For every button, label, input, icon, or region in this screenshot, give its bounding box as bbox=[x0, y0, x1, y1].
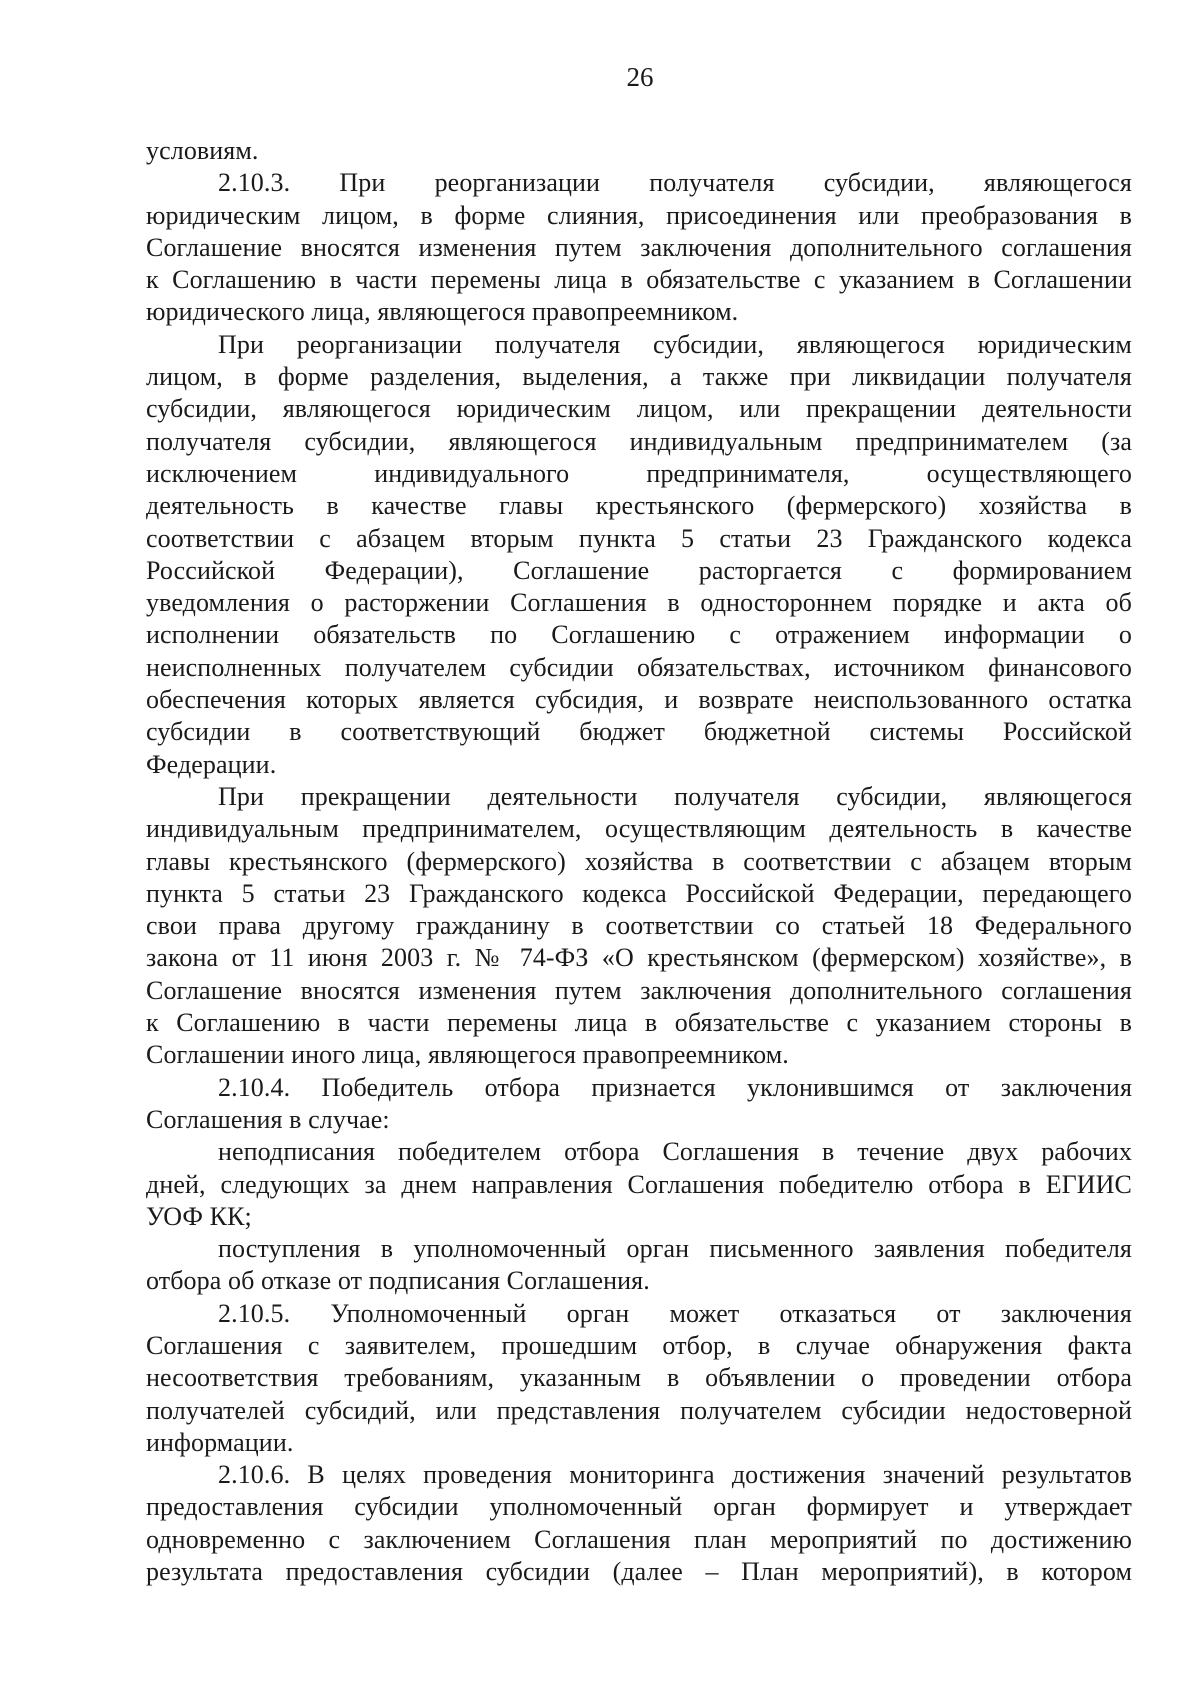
text-line: свои права другому гражданину в соответствии со статьей 18 Федерального bbox=[146, 911, 1132, 941]
text-line: главы крестьянского (фермерского) хозяйства в соответствии с абзацем вторым bbox=[146, 846, 1132, 876]
text-line: дней, следующих за днем направления Соглашения победителю отбора в ЕГИИС bbox=[146, 1169, 1132, 1199]
text-line: неисполненных получателем субсидии обязательствах, источником финансового bbox=[146, 652, 1132, 682]
text-line: юридическим лицом, в форме слияния, присоединения или преобразования в bbox=[146, 200, 1132, 230]
text-line: Федерации. bbox=[146, 749, 277, 779]
text-line: соответствии с абзацем вторым пункта 5 статьи 23 Гражданского кодекса bbox=[146, 523, 1132, 553]
text-line: исключением индивидуального предпринимателя, осуществляющего bbox=[146, 458, 1132, 488]
text-line: отбора об отказе от подписания Соглашения. bbox=[146, 1266, 650, 1296]
text-line: Соглашения с заявителем, прошедшим отбор, в случае обнаружения факта bbox=[146, 1330, 1132, 1360]
text-line: закона от 11 июня 2003 г. № 74-ФЗ «О крестьянском (фермерском) хозяйстве», в bbox=[146, 943, 1132, 973]
text-line: УОФ КК; bbox=[146, 1201, 252, 1231]
text-line: результата предоставления субсидии (далее – План мероприятий), в котором bbox=[146, 1557, 1132, 1587]
text-line: исполнении обязательств по Соглашению с отражением информации о bbox=[146, 620, 1132, 650]
page-number: 26 bbox=[626, 62, 654, 92]
text-line: предоставления субсидии уполномоченный орган формирует и утверждает bbox=[146, 1492, 1132, 1522]
text-line: Соглашение вносятся изменения путем заключения дополнительного соглашения bbox=[146, 232, 1132, 262]
document-body bbox=[146, 135, 1132, 1588]
text-line: одновременно с заключением Соглашения план мероприятий по достижению bbox=[146, 1524, 1132, 1554]
text-line: пункта 5 статьи 23 Гражданского кодекса Российской Федерации, передающего bbox=[146, 878, 1132, 908]
text-line: обеспечения которых является субсидия, и возврате неиспользованного остатка bbox=[146, 685, 1132, 715]
text-line: юридического лица, являющегося правопреемником. bbox=[146, 297, 739, 327]
text-line: 2.10.3. При реорганизации получателя субсидии, являющегося bbox=[218, 168, 1132, 198]
text-line: информации. bbox=[146, 1427, 294, 1457]
text-line: неподписания победителем отбора Соглашения в течение двух рабочих bbox=[218, 1137, 1132, 1167]
text-line: При реорганизации получателя субсидии, являющегося юридическим bbox=[218, 329, 1132, 359]
text-line: получателя субсидии, являющегося индивидуальным предпринимателем (за bbox=[146, 426, 1132, 456]
text-line: Российской Федерации), Соглашение расторгается с формированием bbox=[146, 555, 1132, 585]
text-line: поступления в уполномоченный орган письменного заявления победителя bbox=[218, 1234, 1132, 1264]
text-line: получателей субсидий, или представления получателем субсидии недостоверной bbox=[146, 1395, 1132, 1425]
text-line: уведомления о расторжении Соглашения в одностороннем порядке и акта об bbox=[146, 588, 1132, 618]
text-line: 2.10.6. В целях проведения мониторинга достижения значений результатов bbox=[218, 1460, 1132, 1490]
text-line: к Соглашению в части перемены лица в обязательстве с указанием стороны в bbox=[146, 1008, 1132, 1038]
text-line: 2.10.4. Победитель отбора признается уклонившимся от заключения bbox=[218, 1072, 1132, 1102]
text-line: деятельность в качестве главы крестьянского (фермерского) хозяйства в bbox=[146, 491, 1132, 521]
text-line: 2.10.5. Уполномоченный орган может отказаться от заключения bbox=[218, 1298, 1132, 1328]
text-line: лицом, в форме разделения, выделения, а также при ликвидации получателя bbox=[146, 362, 1132, 392]
text-line: Соглашение вносятся изменения путем заключения дополнительного соглашения bbox=[146, 975, 1132, 1005]
text-line: Соглашении иного лица, являющегося правопреемником. bbox=[146, 1040, 789, 1070]
text-line: субсидии, являющегося юридическим лицом, или прекращении деятельности bbox=[146, 394, 1132, 424]
text-line: условиям. bbox=[146, 136, 259, 165]
text-line: к Соглашению в части перемены лица в обязательстве с указанием в Соглашении bbox=[146, 265, 1132, 295]
text-line: Соглашения в случае: bbox=[146, 1104, 390, 1134]
text-line: При прекращении деятельности получателя субсидии, являющегося bbox=[218, 781, 1132, 811]
text-line: индивидуальным предпринимателем, осуществляющим деятельность в качестве bbox=[146, 814, 1132, 844]
text-line: несоответствия требованиям, указанным в объявлении о проведении отбора bbox=[146, 1363, 1132, 1393]
text-line: субсидии в соответствующий бюджет бюджетной системы Российской bbox=[146, 717, 1132, 747]
